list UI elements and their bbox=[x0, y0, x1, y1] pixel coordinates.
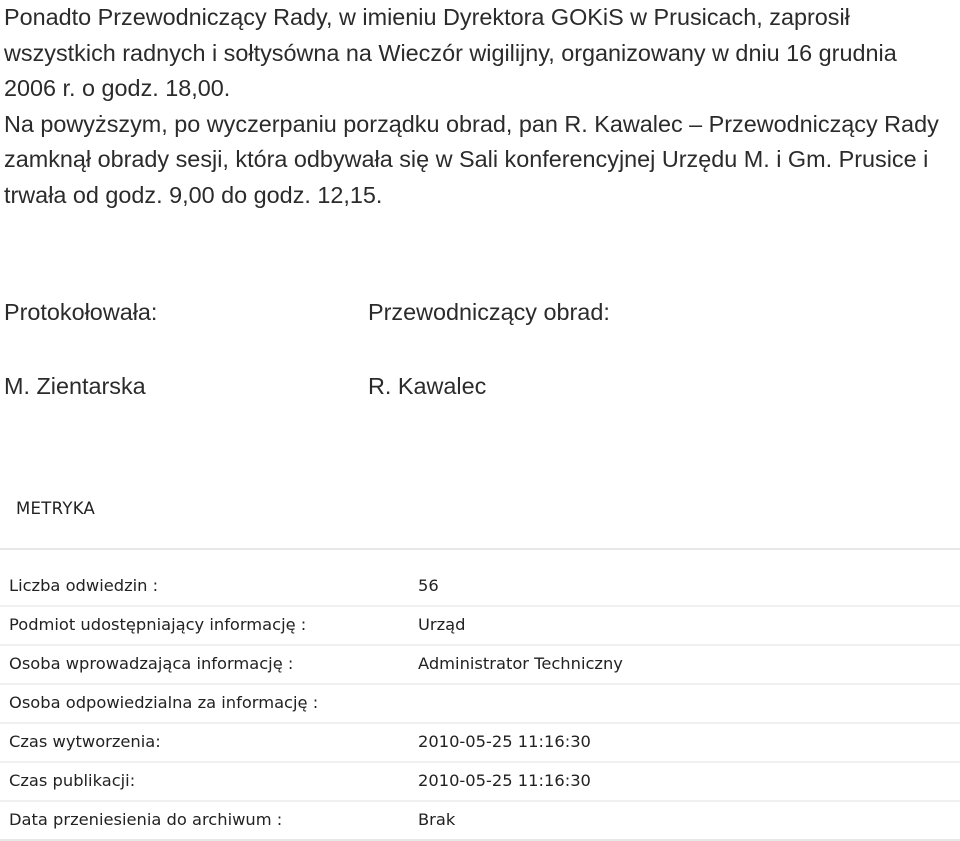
metryka-value: Administrator Techniczny bbox=[418, 654, 623, 673]
paragraph-closing: Na powyższym, po wyczerpaniu porządku obrad, pan R. Kawalec – Przewodniczący Rady zamknął obrady sesji, która odbywała się w Sali konferencyjnej Urzędu M. i Gm. Prusice i trwała od godz. 9,00 do godz. 12,15. bbox=[4, 110, 939, 208]
metryka-divider bbox=[0, 548, 960, 550]
metryka-value: Brak bbox=[418, 810, 456, 829]
metryka-value: 2010-05-25 11:16:30 bbox=[418, 732, 591, 751]
document-body bbox=[4, 0, 954, 214]
metryka-label: Liczba odwiedzin : bbox=[9, 576, 159, 595]
metryka-value: 56 bbox=[418, 576, 439, 595]
metryka-label: Osoba odpowiedzialna za informację : bbox=[9, 693, 319, 712]
signature-left-label: Protokołowała: bbox=[4, 299, 158, 325]
signature-left-name: M. Zientarska bbox=[4, 373, 146, 399]
metryka-value: Urząd bbox=[418, 615, 466, 634]
metryka-row-archived bbox=[0, 802, 960, 841]
metryka-label: Osoba wprowadzająca informację : bbox=[9, 654, 294, 673]
metryka-label: Data przeniesienia do archiwum : bbox=[9, 810, 283, 829]
metryka-row-responsible bbox=[0, 685, 960, 724]
metryka-label: Podmiot udostępniający informację : bbox=[9, 615, 307, 634]
metryka-table bbox=[0, 568, 960, 841]
signature-right-label: Przewodniczący obrad: bbox=[368, 299, 610, 325]
paragraph-invitation: Ponadto Przewodniczący Rady, w imieniu Dyrektora GOKiS w Prusicach, zaprosił wszystkich radnych i sołtysówna na Wieczór wigilijny, organizowany w dniu 16 grudnia 2006 r. o godz. 18,00. bbox=[4, 4, 897, 102]
metryka-row-entered-by bbox=[0, 646, 960, 685]
signature-right-name: R. Kawalec bbox=[368, 373, 487, 399]
metryka-row-published bbox=[0, 763, 960, 802]
metryka-label: Czas wytworzenia: bbox=[9, 732, 161, 751]
metryka-value: 2010-05-25 11:16:30 bbox=[418, 771, 591, 790]
metryka-row-publisher bbox=[0, 607, 960, 646]
metryka-label: Czas publikacji: bbox=[9, 771, 136, 790]
metryka-title: METRYKA bbox=[16, 499, 96, 518]
metryka-row-created bbox=[0, 724, 960, 763]
metryka-row-visits bbox=[0, 568, 960, 607]
